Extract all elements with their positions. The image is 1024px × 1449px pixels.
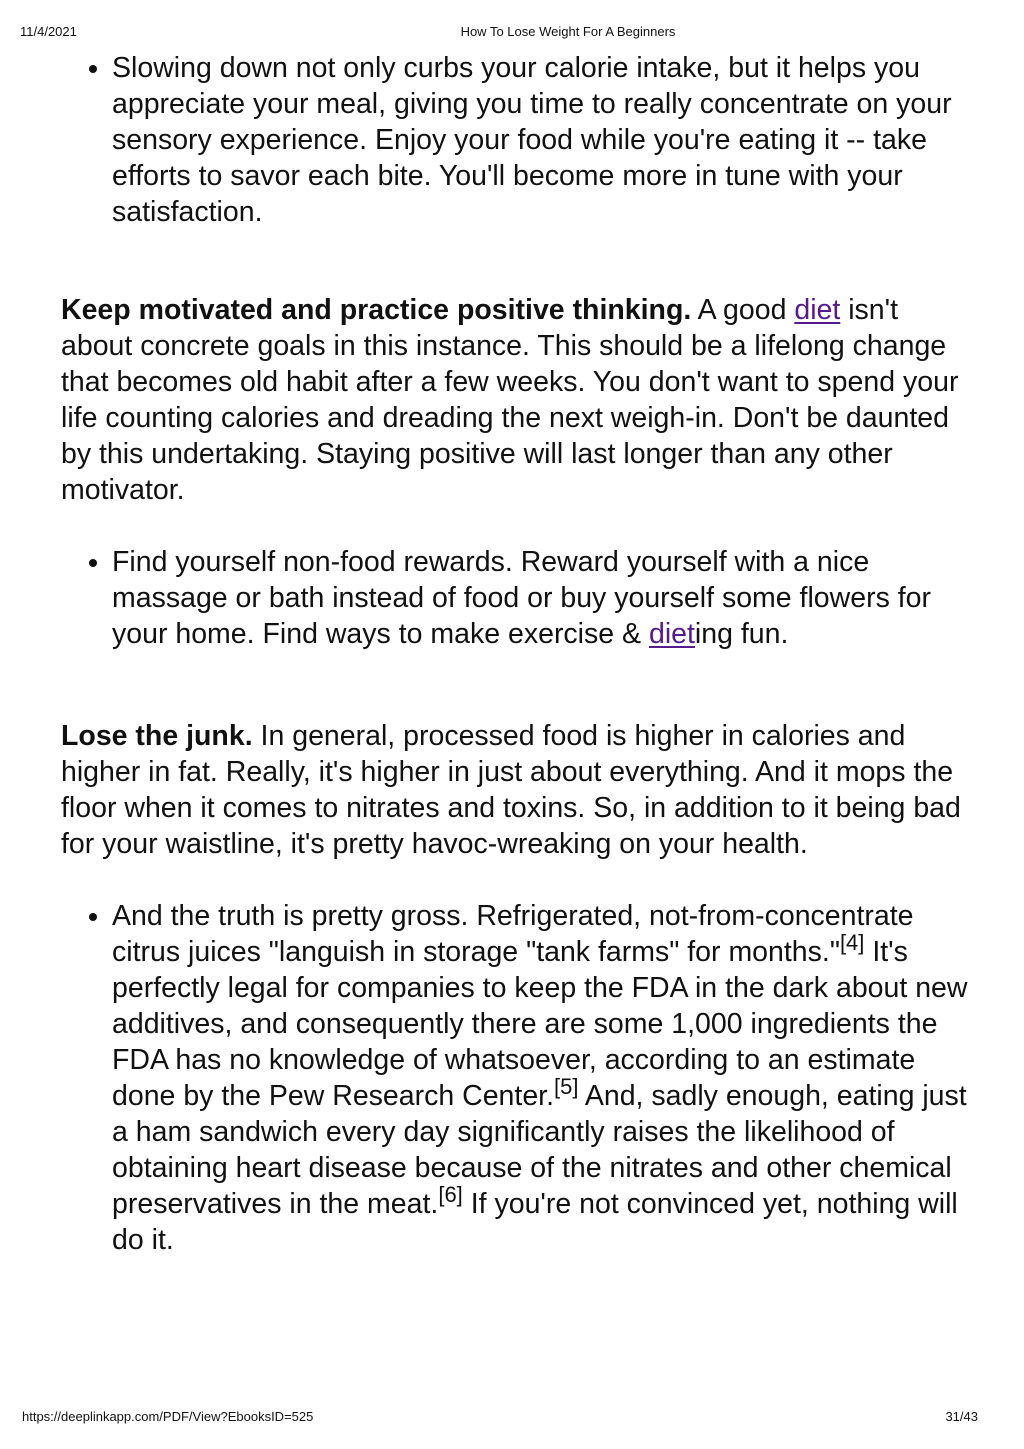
paragraph-text: A good [691,294,795,326]
bullet-list [61,898,971,1258]
reference-4[interactable]: [4] [839,930,865,955]
diet-link[interactable]: diet [794,294,841,326]
bullet-list [61,544,971,652]
paragraph-text: isn't about concrete goals in this instance. This should be a lifelong change that becomes old habit after a few weeks. You don't want to spend your life counting calories and dreading the next weigh-in. Don't be daunted by this undertaking. Staying positive will last longer than any other motivator. [61,294,959,506]
bullet-text: If you're not convinced yet, nothing will do it. [112,1188,958,1256]
page-number: 31/43 [945,1409,978,1424]
bullet-text: Find yourself non-food rewards. Reward yourself with a nice massage or bath instead of food or buy yourself some flowers for your home. Find ways to make exercise & [112,546,931,650]
bullet-text: ing fun. [694,618,789,650]
diet-link[interactable]: diet [648,618,695,650]
footer-url: https://deeplinkapp.com/PDF/View?EbooksID=525 [22,1409,314,1424]
reference-5[interactable]: [5] [554,1074,579,1099]
print-date: 11/4/2021 [20,24,77,39]
paragraph-motivation [61,292,971,508]
reference-6[interactable]: [6] [438,1182,463,1207]
bullet-text: And the truth is pretty gross. Refrigerated, not-from-concentrate citrus juices "languish in storage "tank farms" for months." [112,900,914,968]
section-heading: Lose the junk. [61,720,253,752]
section-heading: Keep motivated and practice positive thinking. [61,294,692,326]
bullet-list [61,50,971,230]
bullet-text: And, sadly enough, eating just a ham sandwich every day significantly raises the likelihood of obtaining heart disease because of the nitrates and other chemical preservatives in the meat. [112,1080,967,1220]
bullet-text: It's perfectly legal for companies to keep the FDA in the dark about new additives, and consequently there are some 1,000 ingredients the FDA has no knowledge of whatsoever, according to an estimate done by the Pew Research Center. [112,936,968,1112]
list-item [112,544,971,652]
list-item [112,898,971,1258]
paragraph-text: In general, processed food is higher in calories and higher in fat. Really, it's higher in just about everything. And it mops the floor when it comes to nitrates and toxins. So, in addition to it being bad for your waistline, it's pretty havoc-wreaking on your health. [61,720,961,860]
article-body [61,50,971,1258]
list-item [112,50,971,230]
paragraph-junk [61,718,971,862]
bullet-text: Slowing down not only curbs your calorie intake, but it helps you appreciate your meal, giving you time to really concentrate on your sensory experience. Enjoy your food while you're eating it -- take efforts to savor each bite. You'll become more in tune with your satisfaction. [112,52,952,228]
page-header-title: How To Lose Weight For A Beginners [460,24,676,39]
